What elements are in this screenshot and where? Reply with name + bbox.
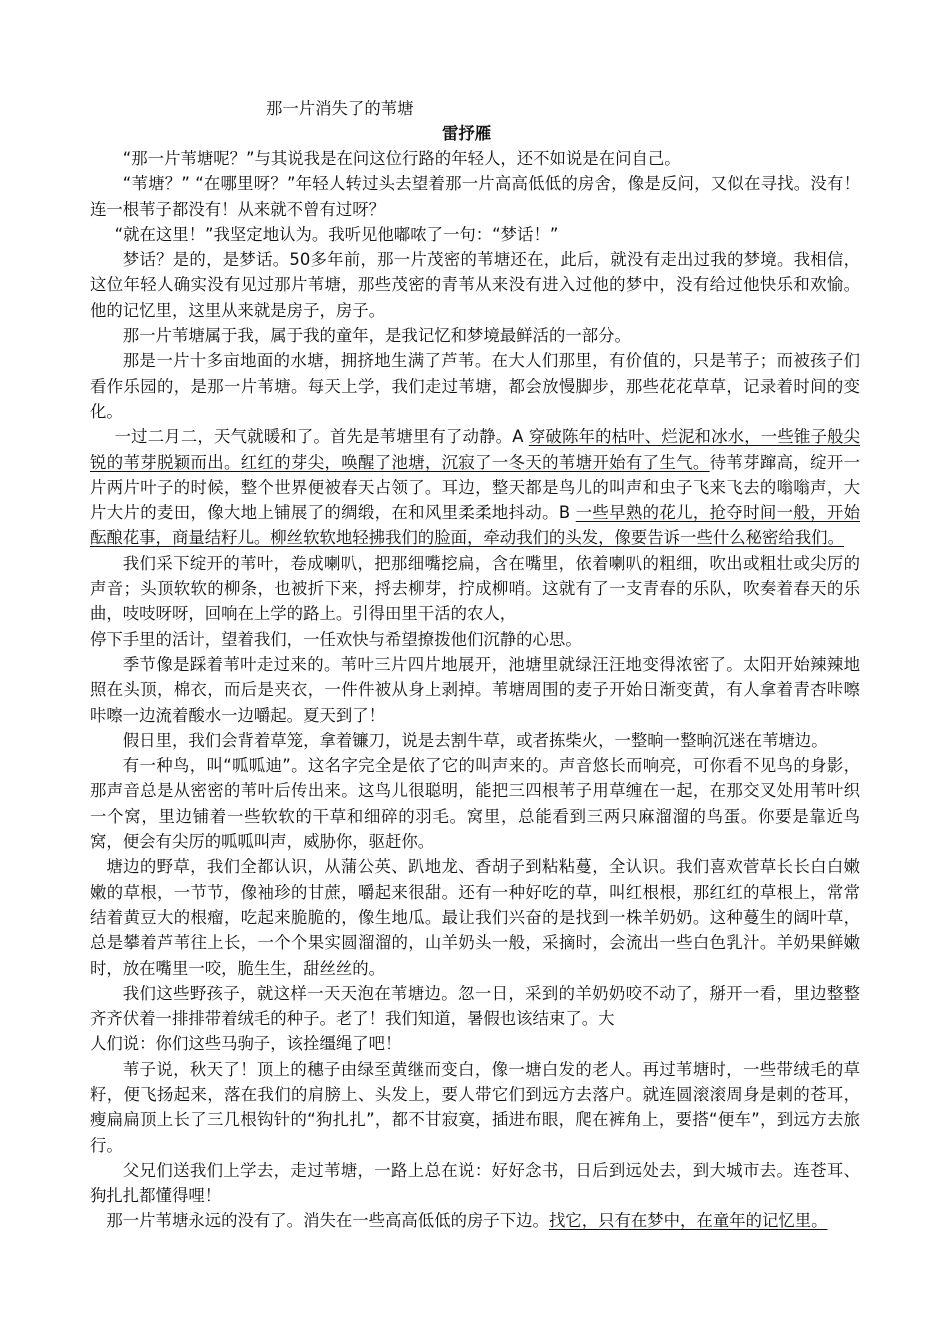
- paragraph-7-middle: 待苇芽蹿高，绽开一片两片叶子的时候，整个世界便被春天占领了。耳边，整天都是鸟儿的叫声和虫子飞来飞去的嗡嗡声，大片大片的麦田，像大地上铺展了的绸缎，在和风里柔柔地抖动。B: [90, 452, 861, 523]
- article-title: 那一片消失了的苇塘: [266, 99, 414, 118]
- paragraph-16: [90, 1208, 860, 1233]
- paragraph-8-continued: 停下手里的活计，望着我们，一任欢快与希望撩拨他们沉静的心思。: [90, 629, 582, 649]
- paragraph-7-intro: 一过二月二，天气就暖和了。首先是苇塘里有了动静。A: [114, 427, 529, 447]
- paragraph-8: 我们采下绽开的苇叶，卷成喇叭，把那细嘴挖扁，含在嘴里，依着喇叭的粗细，吹出或粗壮或尖厉的声音；头顶软软的柳条，也被折下来，捋去柳芽，拧成柳哨。这就有了一支青春的乐队，吹奏着春天的乐曲，吱吱呀呀，回响在上学的路上。引得田里干活的农人，: [90, 553, 860, 624]
- paragraph-7: [90, 424, 860, 550]
- paragraph-13: 我们这些野孩子，就这样一天天泡在苇塘边。忽一日，采到的羊奶奶咬不动了，掰开一看，里边整整齐齐伏着一排排带着绒毛的种子。老了！我们知道，暑假也该结束了。大: [90, 983, 860, 1029]
- paragraph-9: 季节像是踩着苇叶走过来的。苇叶三片四片地展开，池塘里就绿汪汪地变得浓密了。太阳开始辣辣地照在头顶，棉衣，而后是夹衣，一件件被从身上剥掉。苇塘周围的麦子开始日渐变黄，有人拿着青杏咔嚓咔嚓一边流着酸水一边嚼起。夏天到了！: [90, 654, 860, 725]
- paragraph-10: 假日里，我们会背着草笼，拿着镰刀，说是去割牛草，或者拣柴火，一整晌一整晌沉迷在苇塘边。: [122, 730, 828, 750]
- paragraph-1: “那一片苇塘呢？”与其说我是在问这位行路的年轻人，还不如说是在问自己。: [122, 149, 681, 168]
- paragraph-3: “就在这里！”我坚定地认为。我听见他嘟哝了一句：“梦话！”: [114, 224, 559, 244]
- underlined-sentence-b: 一些早熟的花儿，抢夺时间一般，开始酝酿花事，商量结籽儿。柳丝软软地轻拂我们的脸面，牵动我们的头发，像要告诉一些什么秘密给我们。: [90, 503, 861, 548]
- paragraph-4: 梦话？是的，是梦话。50多年前，那一片茂密的苇塘还在，此后，就没有走出过我的梦境。我相信，这位年轻人确实没有见过那片苇塘，那些茂密的青苇从来没有进入过他的梦中，没有给过他快乐和欢愉。他的记忆里，这里从来就是房子，房子。: [90, 250, 860, 320]
- paragraph-16-text: 那一片苇塘永远的没有了。消失在一些高高低低的房子下边。: [106, 1211, 549, 1231]
- paragraph-15: 父兄们送我们上学去，走过苇塘，一路上总在说：好好念书，日后到远处去，到大城市去。连苍耳、狗扎扎都懂得哩！: [90, 1160, 860, 1206]
- article: [90, 96, 860, 1234]
- author-block: [90, 121, 860, 146]
- paragraph-12: 塘边的野草，我们全都认识，从蒲公英、趴地龙、香胡子到粘粘蔓，全认识。我们喜欢菅草长长白白嫩嫩的草根，一节节，像袖珍的甘蔗，嚼起来很甜。还有一种好吃的草，叫红根根，那红红的草根上，常常结着黄豆大的根瘤，吃起来脆脆的，像生地瓜。最让我们兴奋的是找到一株羊奶奶。这种蔓生的阔叶草，总是攀着芦苇往上长，一个个果实圆溜溜的，山羊奶头一般，采摘时，会流出一些白色乳汁。羊奶果鲜嫩时，放在嘴里一咬，脆生生，甜丝丝的。: [90, 857, 860, 978]
- title-block: [90, 96, 860, 121]
- paragraph-14: 苇子说，秋天了！顶上的穗子由绿至黄继而变白，像一塘白发的老人。再过苇塘时，一些带绒毛的草籽，便飞扬起来，落在我们的肩膀上、头发上，要人带它们到远方去落户。就连圆滚滚周身是刺的苍耳，瘦扁扁顶上长了三几根钩针的“狗扎扎”，都不甘寂寞，插进布眼，爬在裤角上，要搭“便车”，到远方去旅行。: [90, 1059, 860, 1155]
- paragraph-5: 那一片苇塘属于我，属于我的童年，是我记忆和梦境最鲜活的一部分。: [122, 326, 631, 346]
- paragraph-2: “苇塘？” “在哪里呀？”年轻人转过头去望着那一片高高低低的房舍，像是反问，又似在寻找。没有！连一根苇子都没有！从来就不曾有过呀？: [90, 174, 860, 219]
- paragraph-6: 那是一片十多亩地面的水塘，拥挤地生满了芦苇。在大人们那里，有价值的，只是苇子；而被孩子们看作乐园的，是那一片苇塘。每天上学，我们走过苇塘，都会放慢脚步，那些花花草草，记录着时间的变化。: [90, 351, 860, 421]
- paragraph-13-continued: 人们说：你们这些马驹子，该拴缰绳了吧！: [90, 1034, 402, 1054]
- underlined-ending: 找它，只有在梦中，在童年的记忆里。: [548, 1211, 828, 1231]
- article-author: 雷抒雁: [442, 124, 492, 143]
- paragraph-11: 有一种鸟，叫“呱呱迪”。这名字完全是依了它的叫声来的。声音悠长而响亮，可你看不见鸟的身影，那声音总是从密密的苇叶后传出来。这鸟儿很聪明，能把三四根苇子用草缠在一起，在那交叉处用苇叶织一个窝，里边铺着一些软软的干草和细碎的羽毛。窝里，总能看到三两只麻溜溜的鸟蛋。你要是靠近鸟窝，便会有尖厉的呱呱叫声，威胁你，驱赶你。: [90, 756, 860, 852]
- underlined-sentence-a: 穿破陈年的枯叶、烂泥和冰水，一些锥子般尖锐的苇芽脱颖而出。红红的芽尖，唤醒了池塘，沉寂了一冬天的苇塘开始有了生气。: [90, 427, 861, 472]
